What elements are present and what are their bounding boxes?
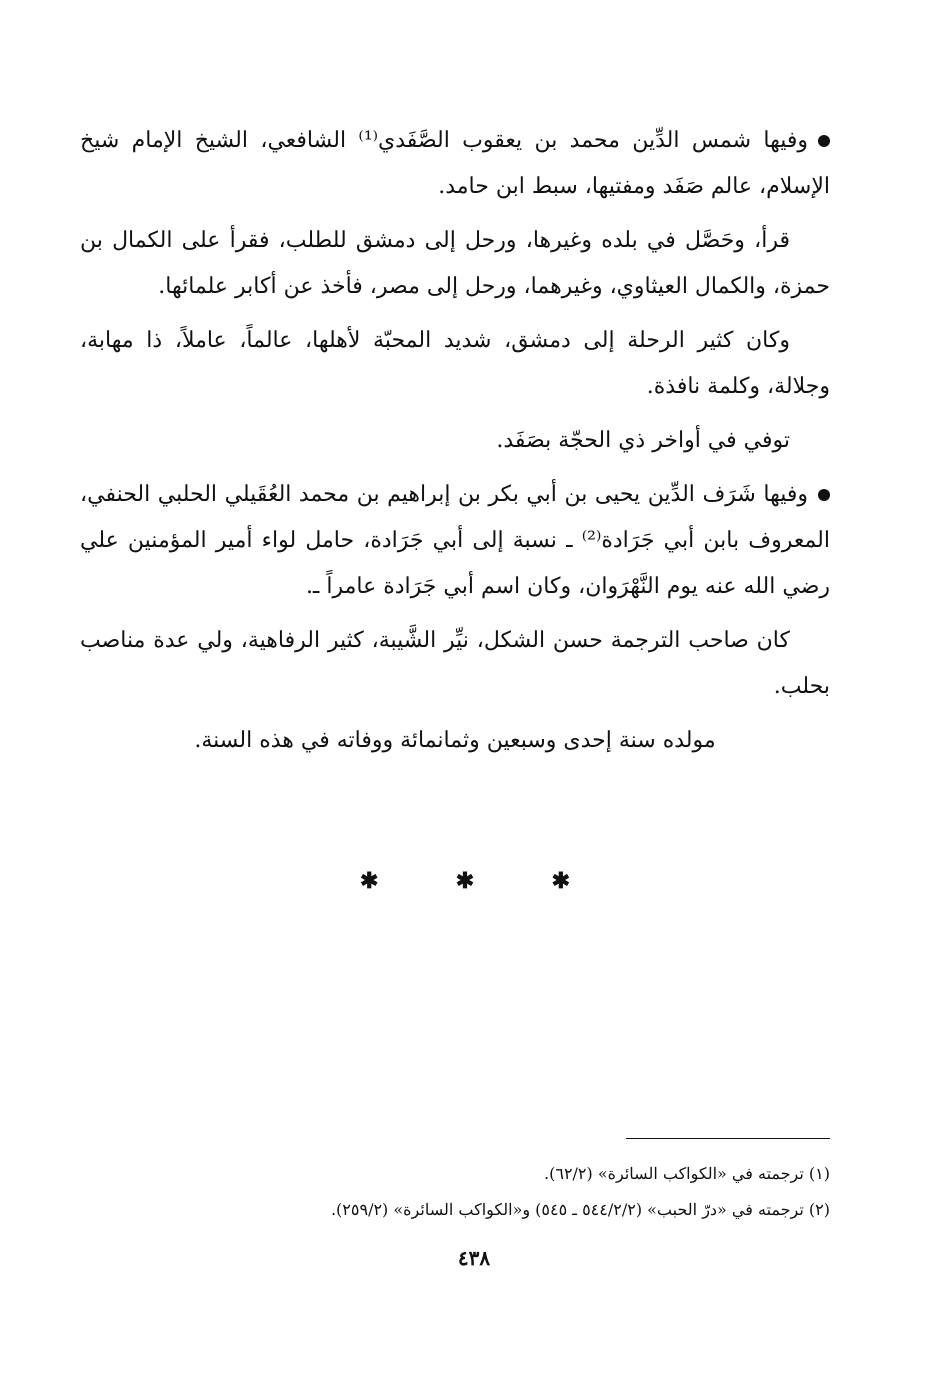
footnote-2: (٢) ترجمته في «درّ الحبب» (٥٤٤/٢/٢ ـ ٥٤٥) و«الكواكب السائرة» (٢٥٩/٢). xyxy=(330,1200,830,1219)
bullet-icon xyxy=(818,135,830,147)
section-separator xyxy=(360,868,570,894)
footnotes xyxy=(180,1156,830,1228)
page-number: ٤٣٨ xyxy=(457,1246,491,1270)
main-text xyxy=(80,118,830,772)
paragraph-character xyxy=(80,318,830,410)
paragraph-text: وفيها شمس الدِّين محمد بن يعقوب الصَّفَدي⁽¹⁾ الشافعي، الشيخ الإمام شيخ الإسلام، عالم صَفَد ومفتيها، سبط ابن حامد. xyxy=(80,128,830,199)
paragraph-text: وفيها شَرَف الدِّين يحيى بن أبي بكر بن إبراهيم بن محمد العُقَيلي الحلبي الحنفي، المعروف بابن أبي جَرَادة⁽²⁾ ـ نسبة إلى أبي جَرَادة، حامل لواء أمير المؤمنين علي رضي الله عنه يوم النَّهْرَوان، وكان اسم أبي جَرَادة عامراً ـ. xyxy=(80,482,830,599)
paragraph-studies xyxy=(80,218,830,310)
footnote-divider xyxy=(626,1138,830,1139)
paragraph-text: مولده سنة إحدى وسبعين وثمانمائة ووفاته في هذه السنة. xyxy=(194,728,716,753)
paragraph-entry-sharaf-al-din xyxy=(80,472,830,610)
paragraph-text: توفي في أواخر ذي الحجّة بصَفَد. xyxy=(496,428,790,453)
asterisk-icon: ✱ xyxy=(551,868,570,894)
footnote-1: (١) ترجمته في «الكواكب السائرة» (٦٢/٢). xyxy=(544,1164,830,1183)
paragraph-description xyxy=(80,618,830,710)
paragraph-text: وكان كثير الرحلة إلى دمشق، شديد المحبّة لأهلها، عالماً، عاملاً، ذا مهابة، وجلالة، وكلمة نافذة. xyxy=(80,328,830,399)
paragraph-death xyxy=(80,418,830,464)
paragraph-text: قرأ، وحَصَّل في بلده وغيرها، ورحل إلى دمشق للطلب، فقرأ على الكمال بن حمزة، والكمال العيثاوي، وغيرهما، ورحل إلى مصر، فأخذ عن أكابر علمائها. xyxy=(80,228,830,299)
paragraph-birth-death xyxy=(80,718,830,764)
paragraph-text: كان صاحب الترجمة حسن الشكل، نيِّر الشَّيبة، كثير الرفاهية، ولي عدة مناصب بحلب. xyxy=(80,628,830,699)
bullet-icon xyxy=(818,489,830,501)
asterisk-icon: ✱ xyxy=(360,868,379,894)
asterisk-icon: ✱ xyxy=(455,868,475,894)
paragraph-entry-shams-al-din xyxy=(80,118,830,210)
